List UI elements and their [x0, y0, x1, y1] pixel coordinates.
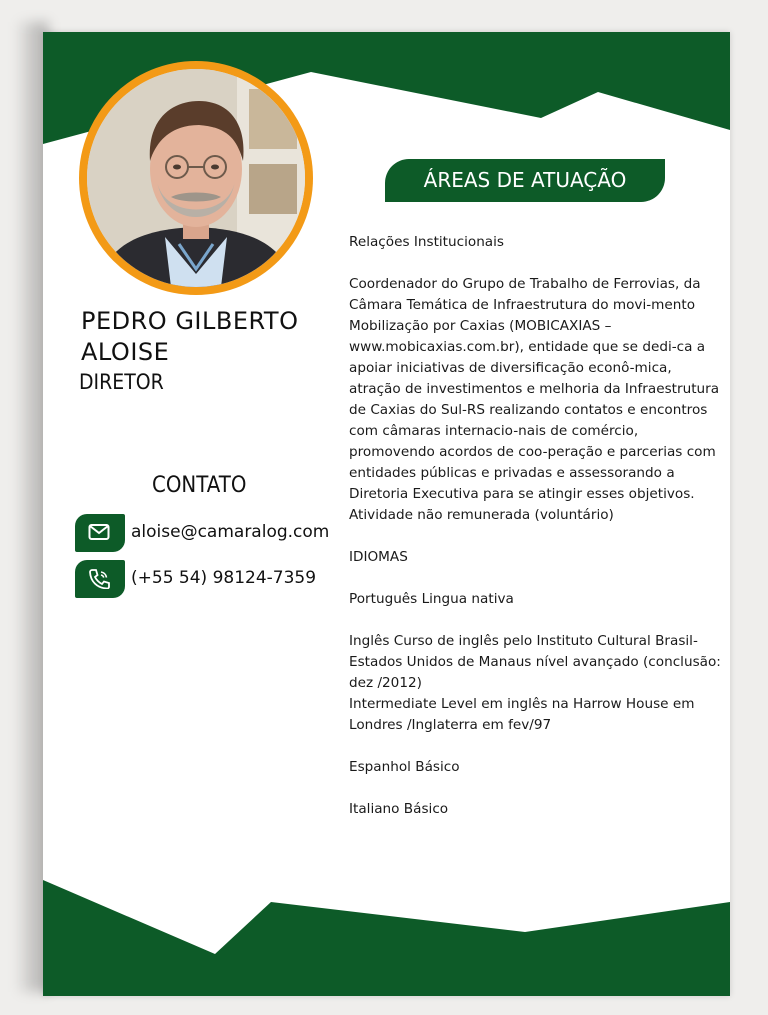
envelope-icon	[88, 523, 110, 541]
bottom-green-band	[43, 850, 730, 996]
person-name-line2: ALOISE	[81, 338, 170, 366]
person-name	[81, 306, 351, 368]
contact-phone[interactable]: (+55 54) 98124-7359	[131, 568, 317, 588]
contact-email[interactable]: aloise@camaralog.com	[131, 522, 330, 542]
areas-heading: Relações Institucionais	[349, 234, 504, 250]
phone-icon	[88, 569, 110, 589]
areas-section-title: ÁREAS DE ATUAÇÃO	[385, 159, 665, 202]
language-english-course: Inglês Curso de inglês pelo Instituto Cultural Brasil-Estados Unidos de Manaus nível avançado (conclusão: dez /2012)	[349, 633, 721, 691]
language-portuguese: Português Lingua nativa	[349, 591, 514, 607]
person-name-line1: PEDRO GILBERTO	[81, 307, 299, 335]
profile-photo-frame	[79, 61, 313, 295]
areas-paragraph: Coordenador do Grupo de Trabalho de Ferrovias, da Câmara Temática de Infraestrutura do movi-mento Mobilização por Caxias (MOBICAXIAS – www.mobicaxias.com.br), entidade que se dedi-ca a apoiar iniciativas de diversificação econô-mica, atração de investimentos e melhoria da Infraestrutura de Caxias do Sul-RS realizando contatos e encontros com câmaras internacio-nais de comércio, promovendo acordos de coo-peração e parcerias com entidades públicas e privadas e assessorando a Diretoria Executiva para se atingir esses objetivos.	[349, 276, 720, 502]
language-spanish: Espanhol Básico	[349, 759, 460, 775]
contact-title: CONTATO	[152, 473, 247, 498]
language-english-intermediate: Intermediate Level em inglês na Harrow House em Londres /Inglaterra em fev/97	[349, 696, 695, 733]
language-italian: Italiano Básico	[349, 801, 449, 817]
areas-content	[349, 232, 727, 820]
languages-title: IDIOMAS	[349, 549, 408, 565]
profile-photo	[87, 69, 305, 287]
person-role: DIRETOR	[79, 370, 164, 394]
phone-icon-badge	[75, 560, 125, 598]
areas-note: Atividade não remunerada (voluntário)	[349, 507, 614, 523]
resume-page	[43, 32, 730, 996]
envelope-icon-badge	[75, 514, 125, 552]
